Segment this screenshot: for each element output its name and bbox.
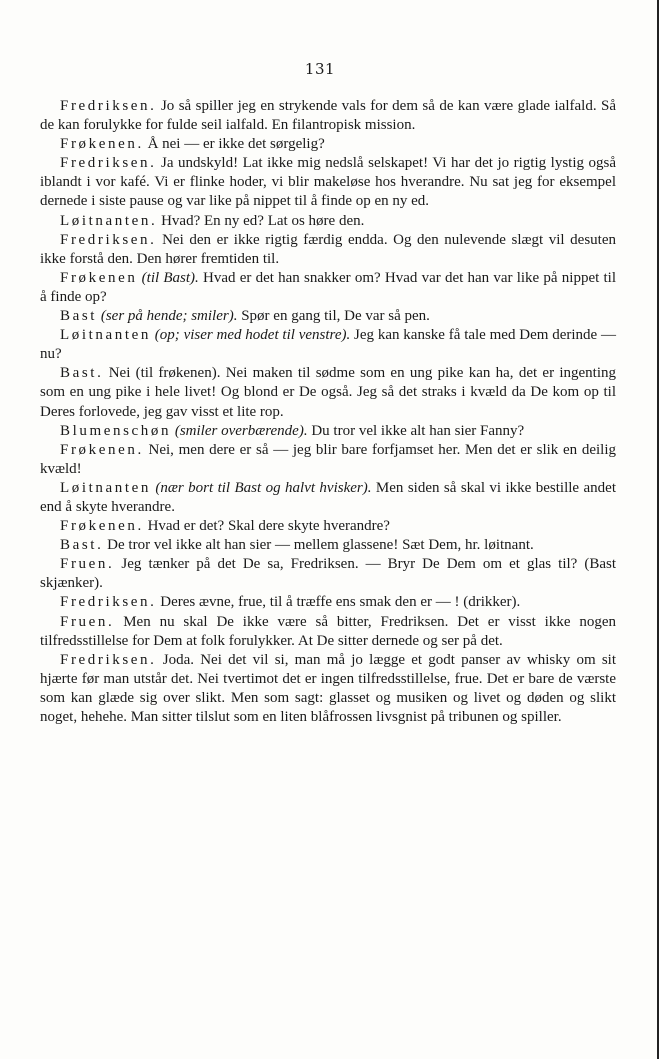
stage-direction: (smiler overbærende). xyxy=(174,422,308,439)
spoken-line: Jo så spiller jeg en strykende vals for dem så de kan være glade ialfald. Så de kan forulykke for fulde seil ialfald. En filantropisk mission. xyxy=(40,98,616,134)
dialogue-paragraph xyxy=(40,517,616,536)
page-number: 131 xyxy=(304,60,336,78)
spoken-line: Joda. Nei det vil si, man må jo lægge et godt panser av whisky om sit hjærte før man utstår det. Nei tvertimot det er ingen tilfredsstillelse, frue. Det er bare de værste som kan glæde sig over slikt. Men som sagt: glasset og musiken og livet og døden og slikt noget, hehehe. Man sitter tilslut som en liten blåfrossen livsgnist på tribunen og spiller. xyxy=(40,651,617,725)
spoken-line: Ja undskyld! Lat ikke mig nedslå selskapet! Vi har det jo rigtig lystig også iblandt i vor kafé. Vi er flinke hoder, vi blir makeløse hos hverandre. Nu sat jeg for eksempel dernede i siste pause og var like på nippet til å finde op en ny ed. xyxy=(40,155,617,210)
speaker-name: Løitnanten xyxy=(60,479,151,496)
spoken-line: Å nei — er ikke det sørgelig? xyxy=(147,136,325,153)
dialogue-paragraph xyxy=(40,231,616,269)
spoken-line: Hvad er det han snakker om? Hvad var det han var like på nippet til å finde op? xyxy=(40,269,616,305)
speaker-name: Løitnanten xyxy=(60,327,151,344)
dialogue-paragraph xyxy=(40,651,616,727)
speaker-name: Fredriksen. xyxy=(60,651,157,668)
dialogue-paragraph xyxy=(40,593,616,612)
dialogue-paragraph xyxy=(40,135,616,154)
spoken-line: Du tror vel ikke alt han sier Fanny? xyxy=(311,422,525,439)
dialogue-paragraph xyxy=(40,536,616,555)
dialogue-paragraph xyxy=(40,154,616,211)
stage-direction: (til Bast). xyxy=(141,269,199,286)
dialogue-paragraph xyxy=(40,422,616,441)
spoken-line: De tror vel ikke alt han sier — mellem glassene! Sæt Dem, hr. løitnant. xyxy=(107,537,534,554)
speaker-name: Frøkenen. xyxy=(60,518,144,535)
dialogue-paragraph xyxy=(40,212,616,231)
spoken-line: Men nu skal De ikke være så bitter, Fredriksen. Det er visst ikke nogen tilfredsstillelse for Dem at folk forulykker. At De sitter dernede og ser på det. xyxy=(40,613,616,649)
spoken-line: Nei den er ikke rigtig færdig endda. Og den nulevende slægt vil desuten ikke forstå den. Den hører fremtiden til. xyxy=(40,231,616,267)
dialogue-paragraph xyxy=(40,326,616,364)
dialogue-paragraph xyxy=(40,479,616,517)
speaker-name: Fruen. xyxy=(60,556,115,573)
dialogue-paragraph xyxy=(40,613,616,651)
speaker-name: Frøkenen. xyxy=(60,136,144,153)
dialogue-paragraph xyxy=(40,441,616,479)
speaker-name: Bast. xyxy=(60,537,104,554)
dialogue-paragraph xyxy=(40,307,616,326)
speaker-name: Bast xyxy=(60,308,98,325)
speaker-name: Fredriksen. xyxy=(60,594,157,611)
spoken-line: Hvad? En ny ed? Lat os høre den. xyxy=(161,212,365,229)
speaker-name: Bast. xyxy=(60,365,104,382)
spoken-line: Hvad er det? Skal dere skyte hverandre? xyxy=(147,518,390,535)
spoken-line: Jeg tænker på det De sa, Fredriksen. — Bryr De Dem om et glas til? (Bast skjænker). xyxy=(40,556,617,592)
dialogue-paragraph xyxy=(40,97,616,135)
stage-direction: (nær bort til Bast og halvt hvisker). xyxy=(155,479,372,496)
speaker-name: Fredriksen. xyxy=(60,155,157,172)
spoken-line: Nei (til frøkenen). Nei maken til sødme som en ung pike kan ha, det er ingenting som en ung pike i hele livet! Og blond er De også. Jeg så det straks i kvæld da De kom op til Deres forlovede, jeg gav visst et lite rop. xyxy=(40,365,617,420)
spoken-line: Nei, men dere er så — jeg blir bare forfjamset her. Men det er slik en deilig kvæld! xyxy=(40,441,616,477)
speaker-name: Fruen. xyxy=(60,613,115,630)
stage-direction: (ser på hende; smiler). xyxy=(100,308,238,325)
dialogue-text xyxy=(40,97,616,727)
speaker-name: Blumenschøn xyxy=(60,422,172,439)
spoken-line: Spør en gang til, De var så pen. xyxy=(241,308,430,325)
spoken-line: Deres ævne, frue, til å træffe ens smak den er — ! (drikker). xyxy=(160,594,521,611)
speaker-name: Fredriksen. xyxy=(60,98,157,114)
spoken-line: Jeg kan kanske få tale med Dem derinde — nu? xyxy=(40,327,616,363)
dialogue-paragraph xyxy=(40,269,616,307)
speaker-name: Løitnanten. xyxy=(60,212,158,229)
speaker-name: Frøkenen. xyxy=(60,441,144,458)
speaker-name: Fredriksen. xyxy=(60,231,157,248)
stage-direction: (op; viser med hodet til venstre). xyxy=(154,327,351,344)
dialogue-paragraph xyxy=(40,364,616,421)
dialogue-paragraph xyxy=(40,555,616,593)
spoken-line: Men siden så skal vi ikke bestille andet end å skyte hverandre. xyxy=(40,479,616,515)
speaker-name: Frøkenen xyxy=(60,269,138,286)
